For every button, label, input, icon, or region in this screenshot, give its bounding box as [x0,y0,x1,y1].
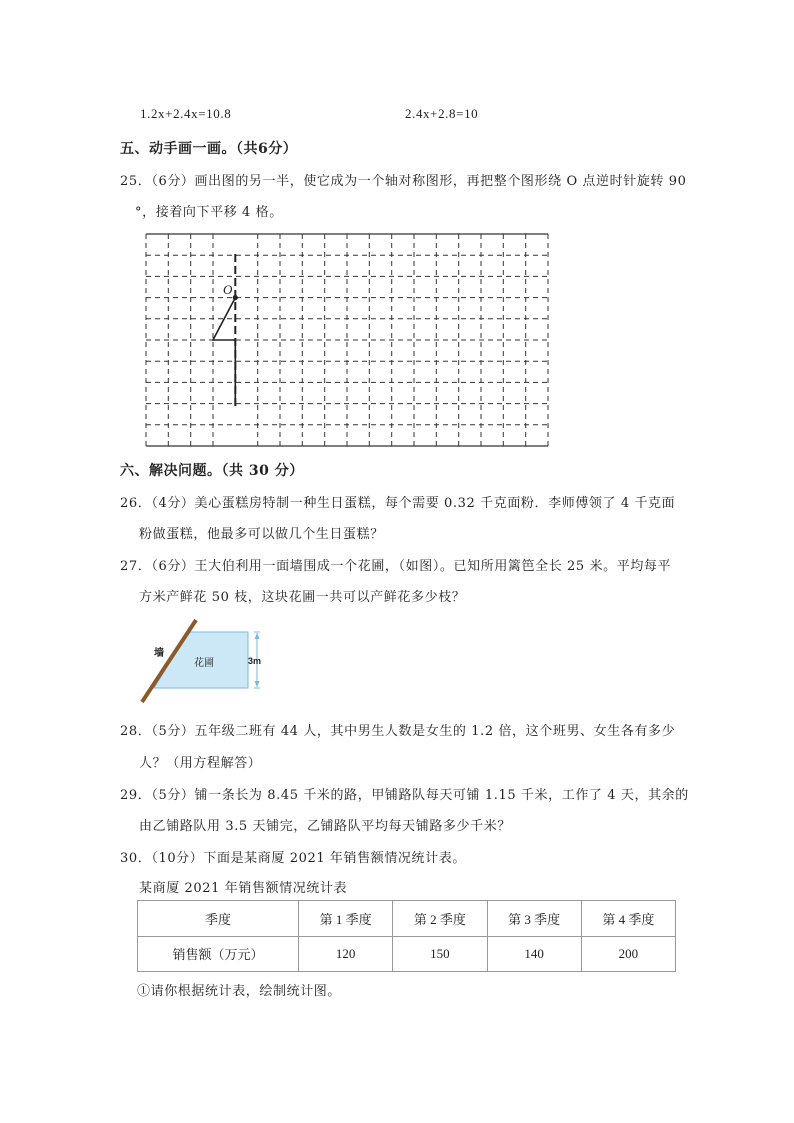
q25-text-line2: °，接着向下平移 4 格。 [135,205,283,220]
table-header-cell: 第 2 季度 [393,901,487,937]
sales-table [137,900,676,972]
table-row-label: 销售额（万元） [138,936,299,972]
q28-text-line2: 人？（用方程解答） [139,756,262,771]
q29-text-line2: 由乙铺路队用 3.5 天铺完，乙铺路队平均每天铺路多少千米？ [139,819,511,834]
wall-label: 墙 [154,648,164,659]
table-row [138,936,676,972]
table-cell: 200 [581,936,675,972]
point-o-dot [233,295,238,300]
q26-text-line1: 26．（4分）美心蛋糕房特制一种生日蛋糕，每个需要 0.32 千克面粉．李师傅领了 4 千克面 [120,496,676,511]
table-cell: 120 [299,936,393,972]
equation-left: 1.2x+2.4x=10.8 [140,106,232,121]
rotation-grid-figure [140,228,560,452]
garden-label: 花圃 [194,658,214,669]
dimension-label: 3m [248,656,262,666]
q27-text-line2: 方米产鲜花 50 枝，这块花圃一共可以产鲜花多少枝？ [139,590,466,605]
section-5-title: 五、动手画一画。（共6分） [120,141,298,157]
table-cell: 140 [487,936,581,972]
q29-text-line1: 29．（5分）铺一条长为 8.45 千米的路，甲铺路队每天可铺 1.15 千米，工作了 4 天，其余的 [120,788,689,803]
equation-right: 2.4x+2.8=10 [405,106,479,121]
table-cell: 150 [393,936,487,972]
q25-text-line1: 25．（6分）画出图的另一半，使它成为一个轴对称图形，再把整个图形绕 O 点逆时针旋转 90 [120,174,687,189]
table-caption: 某商厦 2021 年销售额情况统计表 [139,881,348,896]
table-header-cell: 第 1 季度 [299,901,393,937]
q27-text-line1: 27．（6分）王大伯利用一面墙围成一个花圃，（如图）。已知所用篱笆全长 25 米。平均每平 [120,559,672,574]
table-header-cell: 季度 [138,901,299,937]
point-o-label: O [223,282,233,297]
section-6-title: 六、解决问题。（共 30 分） [120,463,304,479]
q30-sub1-text: ①请你根据统计表，绘制统计图。 [137,984,342,999]
q26-text-line2: 粉做蛋糕，他最多可以做几个生日蛋糕？ [139,527,384,542]
q30-text-line1: 30．（10分）下面是某商厦 2021 年销售额情况统计表。 [120,851,466,866]
table-header-cell: 第 4 季度 [581,901,675,937]
q28-text-line1: 28．（5分）五年级二班有 44 人，其中男生人数是女生的 1.2 倍，这个班男、女生各有多少 [120,724,676,739]
grid-lines [146,234,548,446]
table-header-cell: 第 3 季度 [487,901,581,937]
table-header-row [138,901,676,937]
garden-figure [136,618,276,708]
